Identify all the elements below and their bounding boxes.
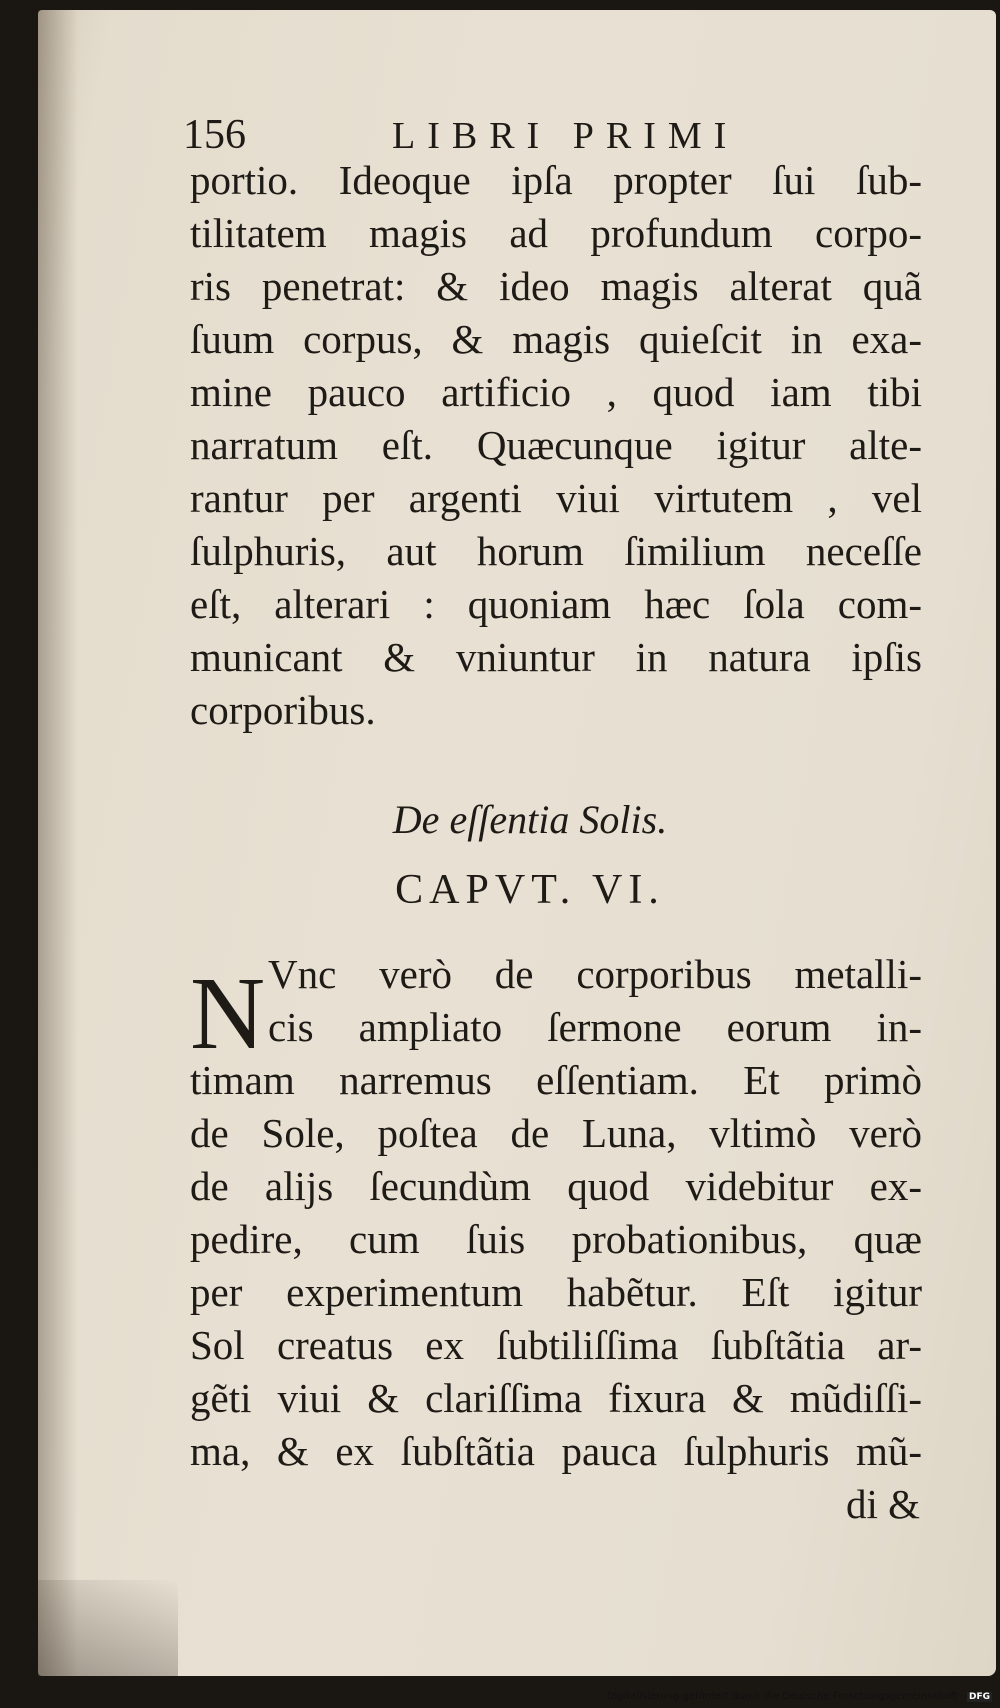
text-line: ma, & ex ſubſtãtia pauca ſulphuris mũ-	[190, 1428, 922, 1474]
text-line: portio. Ideoque ipſa propter ſui ſub-	[190, 157, 922, 203]
text-line: ſulphuris, aut horum ſimilium neceſſe	[190, 528, 922, 574]
text-line: corporibus.	[190, 687, 376, 733]
text-line: municant & vniuntur in natura ipſis	[190, 634, 922, 680]
text-line: per experimentum habẽtur. Eſt igitur	[190, 1269, 922, 1315]
text-line: timam narremus eſſentiam. Et primò	[190, 1057, 922, 1103]
text-line: cis ampliato ſermone eorum in-	[268, 1004, 922, 1050]
catchword: di &	[846, 1481, 921, 1527]
text-line: narratum eſt. Quæcunque igitur alte-	[190, 422, 922, 468]
dfg-logo: DFG	[968, 1692, 990, 1702]
page-stain	[38, 1580, 178, 1676]
text-line: Sol creatus ex ſubtiliſſima ſubſtãtia ar-	[190, 1322, 922, 1368]
text-line: ris penetrat: & ideo magis alterat quã	[190, 263, 922, 309]
digitization-credit	[607, 1691, 992, 1702]
text-line: pedire, cum ſuis probationibus, quæ	[190, 1216, 922, 1262]
text-line: Vnc verò de corporibus metalli-	[268, 951, 922, 997]
page-number: 156	[183, 112, 246, 158]
section-heading: De eſſentia Solis.	[392, 797, 668, 842]
text-line: gẽti viui & clariſſima fixura & mũdiſſi-	[190, 1375, 922, 1421]
text-line: ſuum corpus, & magis quieſcit in exa-	[190, 316, 922, 362]
credit-text: Digitalisierung gefördert durch die Deutsche Forschungsgemeinschaft ·	[606, 1691, 964, 1702]
text-line: de Sole, poſtea de Luna, vltimò verò	[190, 1110, 922, 1156]
drop-cap: N	[190, 956, 266, 1071]
text-line: rantur per argenti viui virtutem , vel	[190, 475, 922, 521]
text-line: tilitatem magis ad profundum corpo-	[190, 210, 922, 256]
book-page	[38, 10, 996, 1676]
text-line: eſt, alterari : quoniam hæc ſola com-	[190, 581, 922, 627]
running-title: LIBRI PRIMI	[392, 115, 739, 157]
text-line: de alijs ſecundùm quod videbitur ex-	[190, 1163, 922, 1209]
text-line: mine pauco artificio , quod iam tibi	[190, 369, 922, 415]
chapter-heading: CAPVT. VI.	[395, 867, 665, 913]
spine-shadow	[38, 10, 78, 1676]
